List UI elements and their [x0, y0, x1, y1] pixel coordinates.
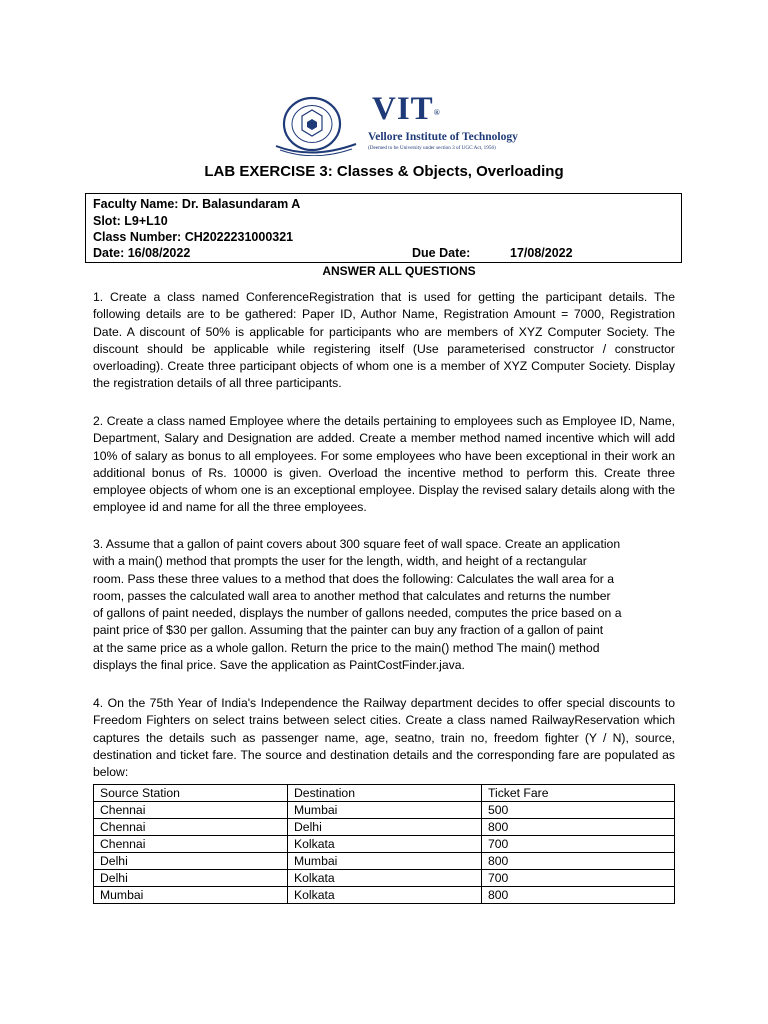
- fare-cell: 500: [482, 802, 675, 819]
- deemed-note: (Deemed to be University under section 3 of UGC Act, 1956): [368, 145, 496, 151]
- page-title: LAB EXERCISE 3: Classes & Objects, Overloading: [204, 163, 564, 180]
- source-cell: Delhi: [94, 853, 288, 870]
- question-3-line: paint price of $30 per gallon. Assuming that the painter can buy any fraction of a gallon of paint: [93, 623, 604, 638]
- question-2: 2. Create a class named Employee where the details pertaining to employees such as Employee ID, Name, Department, Salary and Designation are added. Create a member method named incentive which will add 10% of salary as bonus to all employees. For some employees who have been exceptional in their work an additional bonus of Rs. 10000 is given. Overload the incentive method to perform this. Create three employee objects of whom one is an exceptional employee. Display the revised salary details along with the employee id and name for all the three employees.: [93, 414, 675, 515]
- question-3-line: 3. Assume that a gallon of paint covers about 300 square feet of wall space. Create an application: [93, 537, 621, 551]
- destination-cell: Mumbai: [288, 802, 482, 819]
- table-header-row: [94, 785, 675, 802]
- question-1: 1. Create a class named ConferenceRegistration that is used for getting the participant details. The following details are to be gathered: Paper ID, Author Name, Registration Amount = 7000, Registration Date. A discount of 50% is applicable for participants who are members of XYZ Computer Society. The discount should be applicable while registering itself (Use parameterised constructor / constructor overloading). Create three participant objects of whom one is a member of XYZ Computer Society. Display the registration details of all three participants.: [93, 290, 675, 391]
- question-4: 4. On the 75th Year of India's Independence the Railway department decides to offer special discounts to Freedom Fighters on select trains between select cities. Create a class named RailwayReservation which captures the details such as passenger name, age, seatno, train no, freedom fighter (Y / N), source, destination and ticket fare. The source and destination details and the corresponding fare are populated as below:: [93, 696, 675, 780]
- table-row: [94, 870, 675, 887]
- table-row: [94, 887, 675, 904]
- header-fare: Ticket Fare: [482, 785, 675, 802]
- header-destination: Destination: [288, 785, 482, 802]
- header-source: Source Station: [94, 785, 288, 802]
- slot: Slot: L9+L10: [93, 214, 168, 228]
- fare-cell: 700: [482, 836, 675, 853]
- question-3-line: with a main() method that prompts the user for the length, width, and height of a rectangular: [93, 554, 587, 569]
- destination-cell: Kolkata: [288, 870, 482, 887]
- logo-wordmark: VIT®: [372, 91, 441, 127]
- fare-cell: 800: [482, 853, 675, 870]
- table-row: [94, 819, 675, 836]
- destination-cell: Delhi: [288, 819, 482, 836]
- source-cell: Chennai: [94, 836, 288, 853]
- fare-cell: 700: [482, 870, 675, 887]
- destination-cell: Mumbai: [288, 853, 482, 870]
- source-cell: Chennai: [94, 802, 288, 819]
- question-3-line: room. Pass these three values to a method that does the following: Calculates the wall area for a: [93, 571, 614, 586]
- institute-name: Vellore Institute of Technology: [368, 131, 518, 143]
- due-date-label: Due Date:: [412, 246, 471, 260]
- question-3-line: of gallons of paint needed, displays the number of gallons needed, computes the price based on a: [93, 606, 622, 621]
- fare-cell: 800: [482, 819, 675, 836]
- source-cell: Chennai: [94, 819, 288, 836]
- assigned-date: Date: 16/08/2022: [93, 246, 191, 260]
- fare-table: [93, 784, 675, 904]
- table-row: [94, 836, 675, 853]
- instruction: ANSWER ALL QUESTIONS: [322, 264, 476, 278]
- destination-cell: Kolkata: [288, 836, 482, 853]
- destination-cell: Kolkata: [288, 887, 482, 904]
- question-3: [93, 536, 675, 674]
- class-number: Class Number: CH2022231000321: [93, 230, 294, 244]
- source-cell: Delhi: [94, 870, 288, 887]
- university-seal-icon: [272, 94, 364, 156]
- question-3-line: at the same price as a whole gallon. Return the price to the main() method The main() method: [93, 640, 600, 655]
- table-row: [94, 853, 675, 870]
- question-3-line: displays the final price. Save the application as PaintCostFinder.java.: [93, 658, 465, 673]
- source-cell: Mumbai: [94, 887, 288, 904]
- due-date-value: 17/08/2022: [510, 246, 573, 260]
- table-row: [94, 802, 675, 819]
- faculty-name: Faculty Name: Dr. Balasundaram A: [93, 197, 301, 211]
- question-3-line: room, passes the calculated wall area to another method that calculates and returns the number: [93, 588, 611, 603]
- course-info-box: [85, 193, 682, 263]
- fare-cell: 800: [482, 887, 675, 904]
- vit-logo: [272, 88, 518, 160]
